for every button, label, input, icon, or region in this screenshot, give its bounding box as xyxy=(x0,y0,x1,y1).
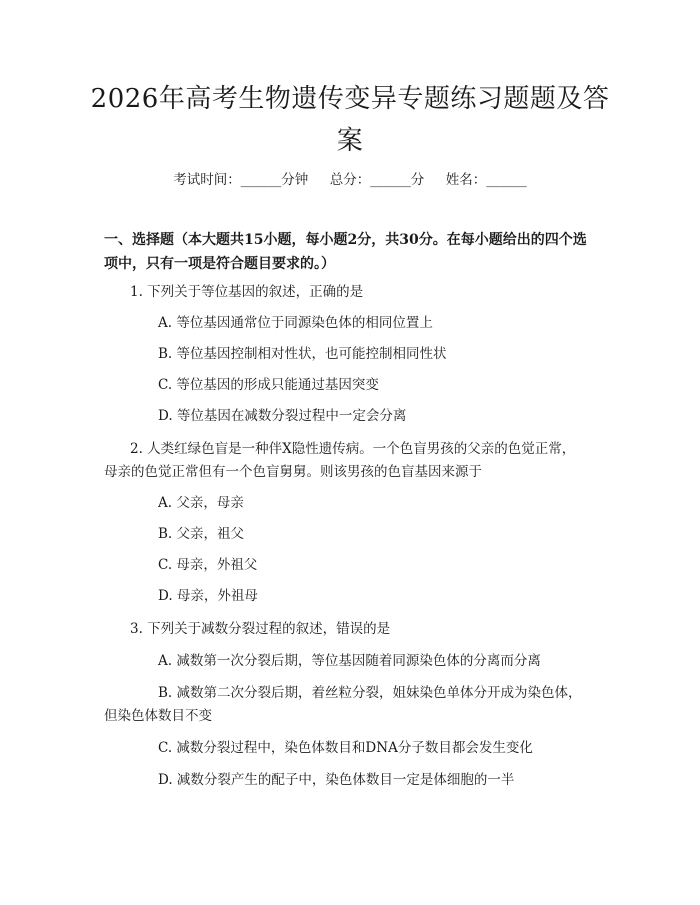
exam-meta-line: 考试时间：______分钟 总分：______分 姓名：______ xyxy=(173,172,527,188)
question-2-option-c: C. 母亲，外祖父 xyxy=(158,557,258,573)
question-1-option-d: D. 等位基因在减数分裂过程中一定会分离 xyxy=(158,408,407,424)
question-3-option-c: C. 减数分裂过程中，染色体数目和DNA分子数目都会发生变化 xyxy=(158,740,533,756)
question-2-stem-line-2: 母亲的色觉正常但有一个色盲舅舅。则该男孩的色盲基因来源于 xyxy=(104,464,482,480)
question-2-option-b: B. 父亲，祖父 xyxy=(158,526,245,542)
question-2-stem-line-1: 2. 人类红绿色盲是一种伴X隐性遗传病。一个色盲男孩的父亲的色觉正常， xyxy=(130,441,576,457)
question-3-option-b-line-1: B. 减数第二次分裂后期，着丝粒分裂，姐妹染色单体分开成为染色体， xyxy=(158,685,582,701)
question-3-option-a: A. 减数第一次分裂后期，等位基因随着同源染色体的分离而分离 xyxy=(158,653,541,669)
page-title xyxy=(90,78,610,162)
title-line-1: 2026年高考生物遗传变异专题练习题题及答 xyxy=(90,84,610,114)
section-heading-line-1: 一、选择题（本大题共15小题，每小题2分，共30分。在每小题给出的四个选 xyxy=(104,232,587,248)
question-2-option-a: A. 父亲，母亲 xyxy=(158,495,244,511)
section-heading xyxy=(104,228,604,276)
question-1-option-b: B. 等位基因控制相对性状，也可能控制相同性状 xyxy=(158,346,447,362)
section-heading-line-2: 项中，只有一项是符合题目要求的。） xyxy=(104,256,335,272)
title-line-2: 案 xyxy=(336,126,364,156)
question-3-option-b-line-2: 但染色体数目不变 xyxy=(104,708,212,724)
question-1-option-a: A. 等位基因通常位于同源染色体的相同位置上 xyxy=(158,315,433,331)
question-1-stem: 1. 下列关于等位基因的叙述，正确的是 xyxy=(130,284,364,300)
question-1-option-c: C. 等位基因的形成只能通过基因突变 xyxy=(158,377,379,393)
question-2-option-d: D. 母亲，外祖母 xyxy=(158,588,258,604)
question-3-stem: 3. 下列关于减数分裂过程的叙述，错误的是 xyxy=(130,621,391,637)
question-3-option-d: D. 减数分裂产生的配子中，染色体数目一定是体细胞的一半 xyxy=(158,772,515,788)
